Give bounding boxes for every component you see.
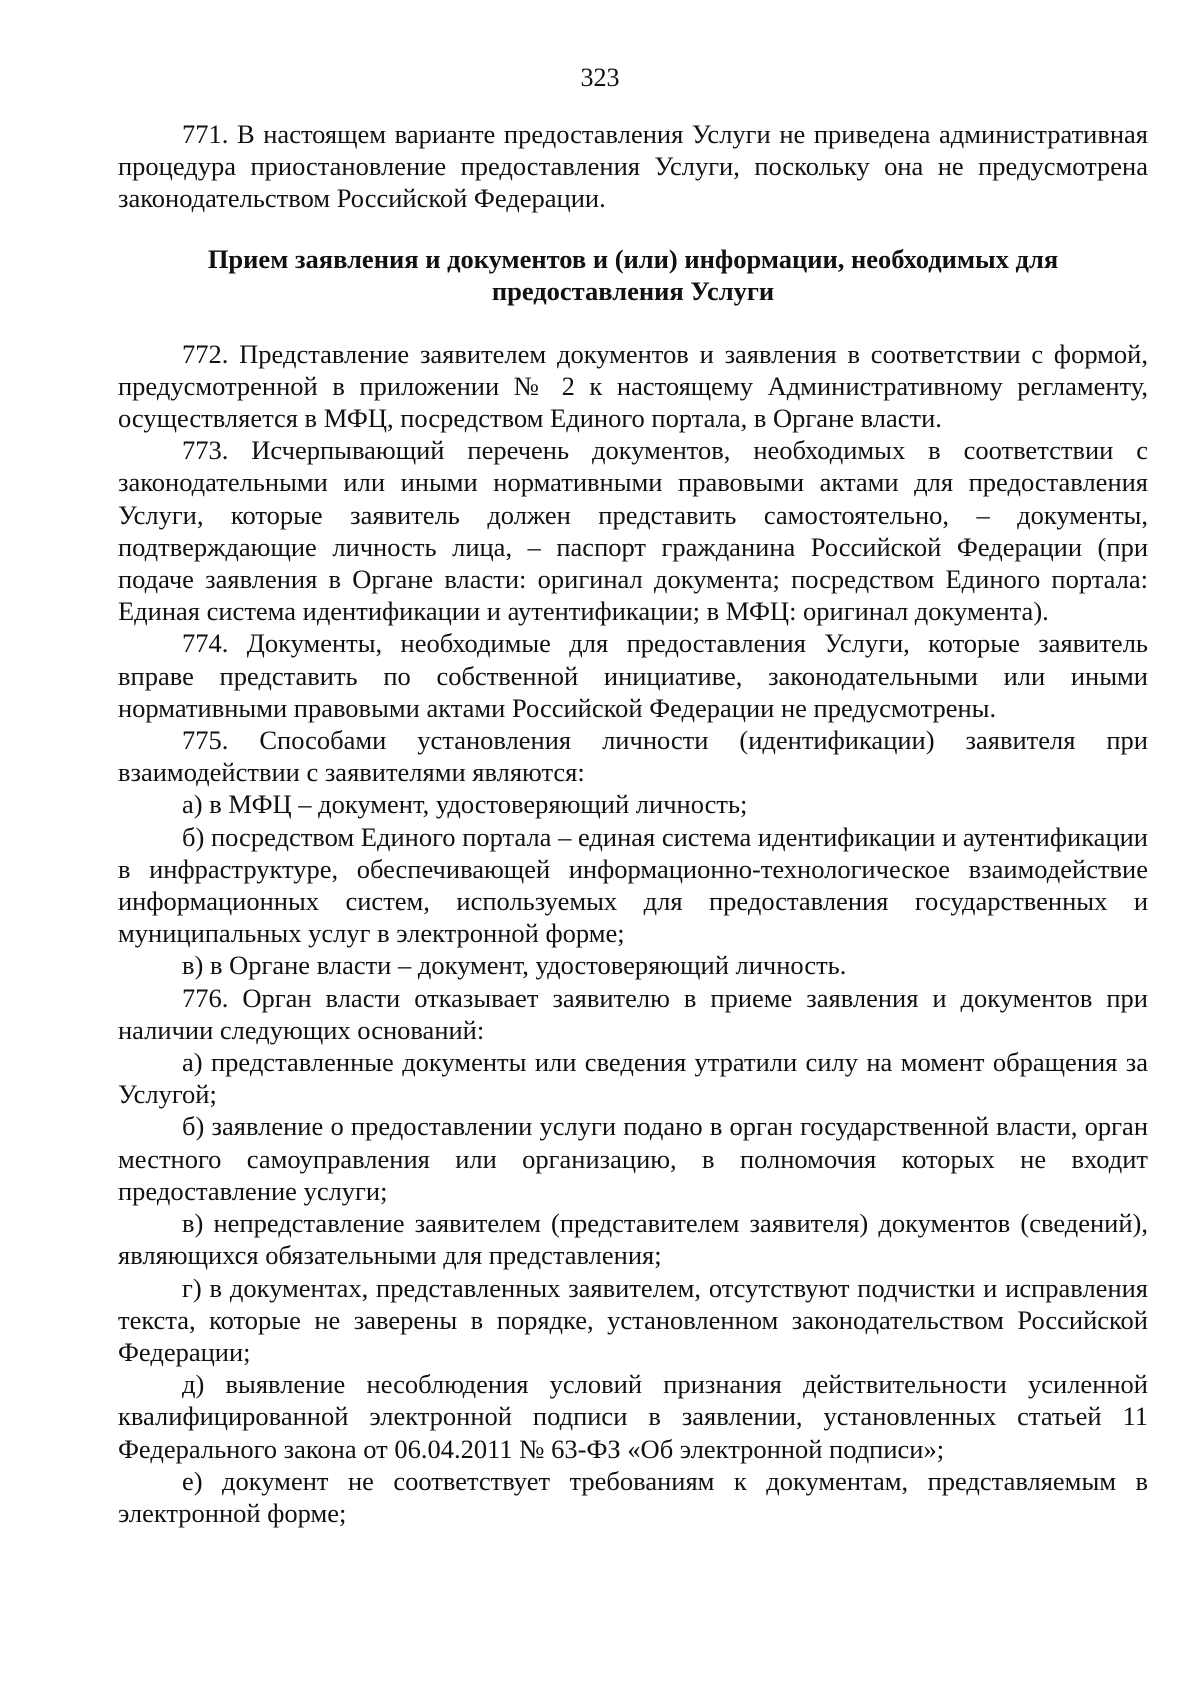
list-item-776-g: г) в документах, представленных заявителем, отсутствуют подчистки и исправления текста, которые не заверены в порядке, установленном законодательством Российской Федерации; [118,1272,1148,1367]
section-heading-line-2: предоставления Услуги [491,276,775,307]
list-item-776-e: е) документ не соответствует требованиям к документам, представляемым в электронной форме; [118,1465,1148,1528]
page-number: 323 [580,63,620,92]
list-item-775-v: в) в Органе власти – документ, удостоверяющий личность. [182,950,847,981]
paragraph-773: 773. Исчерпывающий перечень документов, необходимых в соответствии с законодательными или иными нормативными правовыми актами для предоставления Услуги, которые заявитель должен представить самостоятельно, – документы, подтверждающие личность лица, – паспорт гражданина Российской Федерации (при подаче заявления в Органе власти: оригинал документа; посредством Единого портала: Единая система идентификации и аутентификации; в МФЦ: оригинал документа). [118,435,1148,627]
list-item-775-a: а) в МФЦ – документ, удостоверяющий личность; [182,789,748,820]
paragraph-772: 772. Представление заявителем документов и заявления в соответствии с формой, предусмотренной в приложении № 2 к настоящему Административному регламенту, осуществляется в МФЦ, посредством Единого портала, в Органе власти. [118,338,1148,434]
list-item-775-b: б) посредством Единого портала – единая система идентификации и аутентификации в инфраструктуре, обеспечивающей информационно-технологическое взаимодействие информационных систем, используемых для предоставления государственных и муниципальных услуг в электронной форме; [118,821,1148,949]
paragraph-776: 776. Орган власти отказывает заявителю в приеме заявления и документов при наличии следующих оснований: [118,982,1148,1045]
section-heading-line-1: Прием заявления и документов и (или) информации, необходимых для [207,243,1059,274]
section-heading [118,243,1148,308]
paragraph-771: 771. В настоящем варианте предоставления Услуги не приведена административная процедура приостановление предоставления Услуги, поскольку она не предусмотрена законодательством Российской Федерации. [118,119,1148,214]
list-item-776-a: а) представленные документы или сведения утратили силу на момент обращения за Услугой; [118,1047,1148,1110]
paragraph-774: 774. Документы, необходимые для предоставления Услуги, которые заявитель вправе представить по собственной инициативе, законодательными или иными нормативными правовыми актами Российской Федерации не предусмотрены. [118,628,1148,723]
list-item-776-b: б) заявление о предоставлении услуги подано в орган государственной власти, орган местного самоуправления или организацию, в полномочия которых не входит предоставление услуги; [118,1111,1148,1206]
document-body [118,118,1148,1529]
paragraph-775: 775. Способами установления личности (идентификации) заявителя при взаимодействии с заявителями являются: [118,725,1148,788]
list-item-776-v: в) непредставление заявителем (представителем заявителя) документов (сведений), являющихся обязательными для представления; [118,1208,1148,1271]
list-item-776-d: д) выявление несоблюдения условий признания действительности усиленной квалифицированной электронной подписи в заявлении, установленных статьей 11 Федерального закона от 06.04.2011 № 63-ФЗ «Об электронной подписи»; [118,1369,1148,1464]
